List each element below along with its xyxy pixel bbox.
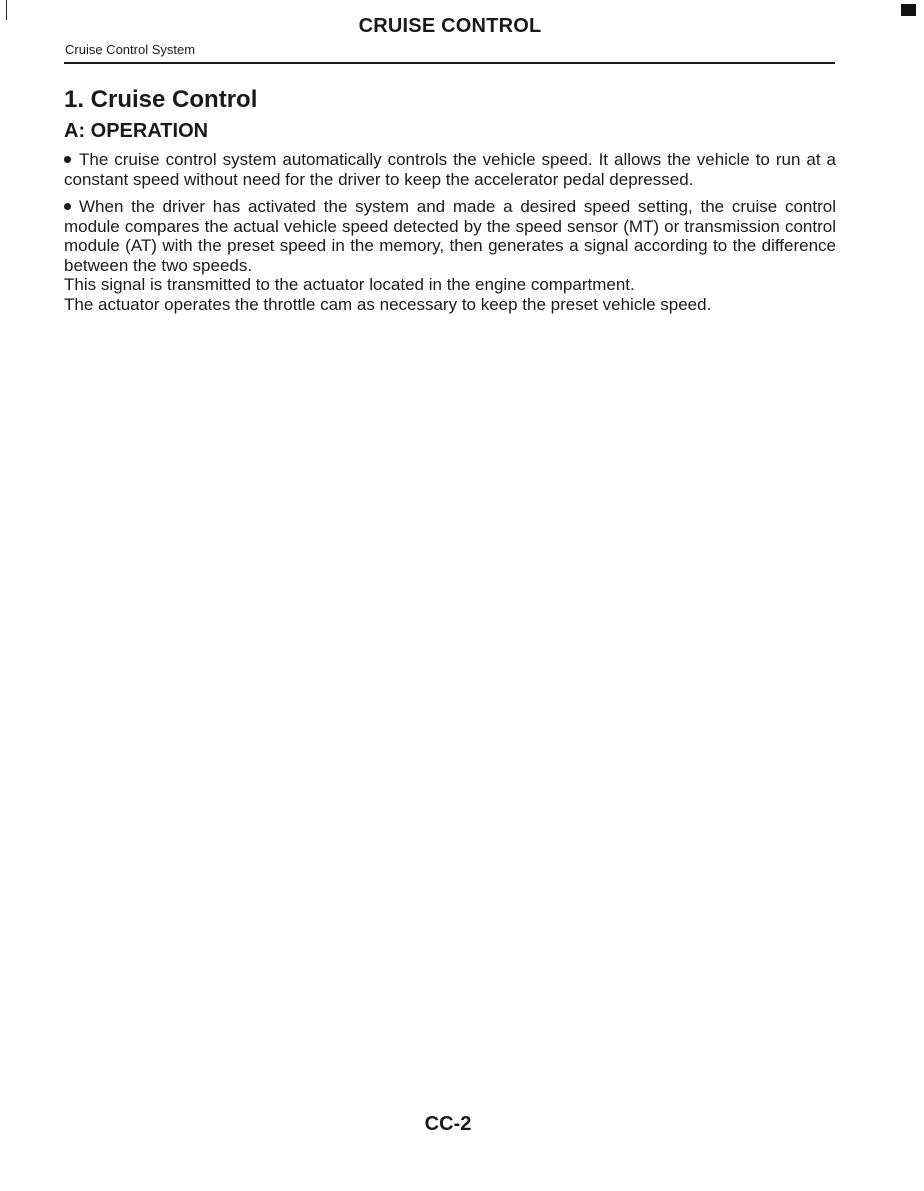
header-divider	[64, 62, 835, 64]
bullet-icon	[64, 156, 71, 163]
paragraph-bullet-1	[64, 150, 836, 189]
subsection-title: A: OPERATION	[64, 120, 209, 142]
scan-corner-mark	[901, 4, 916, 16]
paragraph-text: When the driver has activated the system and made a desired speed setting, the cruise control module compares the actual vehicle speed detected by the speed sensor (MT) or transmission control module (AT) with the preset speed in the memory, then generates a signal according to the difference between the two speeds.	[64, 197, 836, 275]
page-header-title: CRUISE CONTROL	[358, 15, 542, 37]
page-number: CC-2	[424, 1113, 472, 1135]
section-title: 1. Cruise Control	[64, 86, 258, 113]
bullet-icon	[64, 203, 71, 210]
paragraph-bullet-2	[64, 197, 836, 275]
body-content	[64, 150, 836, 314]
paragraph-text: The cruise control system automatically controls the vehicle speed. It allows the vehicle to run at a constant speed without need for the driver to keep the accelerator pedal depressed.	[64, 150, 836, 189]
page-header-subtitle: Cruise Control System	[65, 42, 196, 57]
paragraph-line-1: This signal is transmitted to the actuator located in the engine compartment.	[64, 275, 635, 294]
paragraph-line-2: The actuator operates the throttle cam as necessary to keep the preset vehicle speed.	[64, 294, 712, 314]
